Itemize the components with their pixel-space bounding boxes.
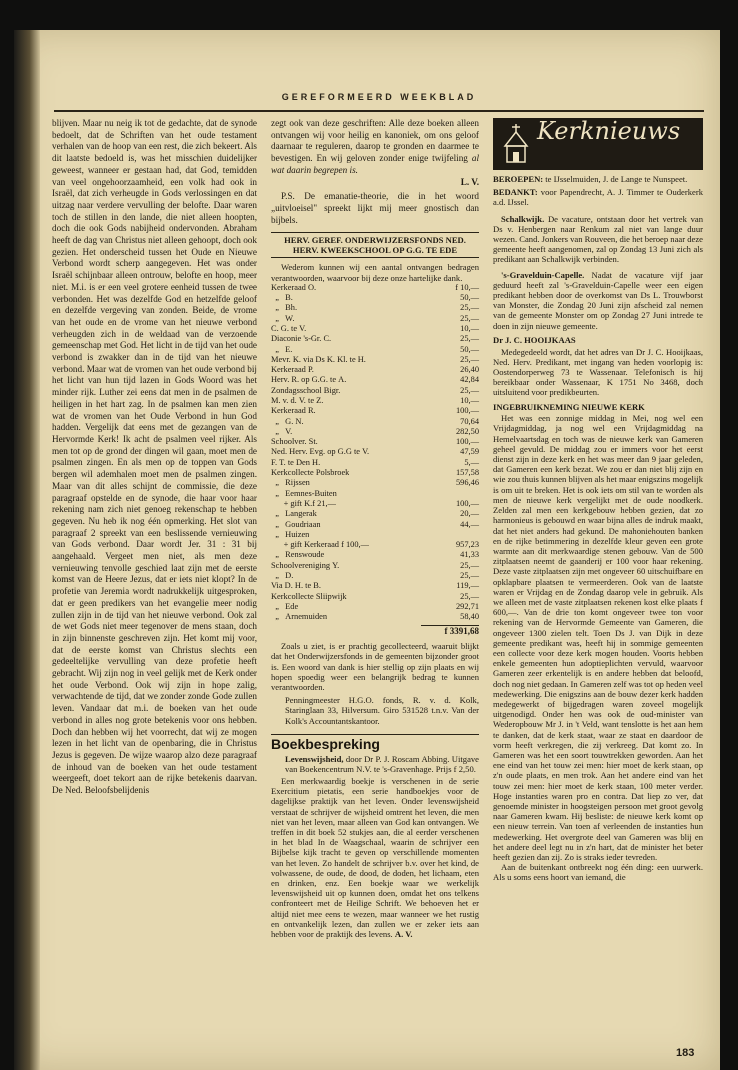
fund-row-label: „ Rijssen [271,478,310,488]
fund-address: Penningmeester H.G.O. fonds, R. v. d. Kolk, Staringlaan 33, Hilversum. Giro 531528 t.n.v. Van der Kolk's Accountantskantoor. [285,695,479,726]
fund-row-label: Zondagsschool Bigr. [271,385,341,395]
fund-row-label: „ Goudriaan [271,519,321,529]
fund-box [271,232,479,258]
fund-row [271,447,479,457]
fund-row-amount: 100,— [455,437,479,447]
fund-row-amount: 25,— [460,334,479,344]
fund-row [271,509,479,519]
ingebruikneming-heading: INGEBRUIKNEMING NIEUWE KERK [493,401,645,412]
fund-row-amount: 25,— [460,571,479,581]
fund-row-amount [445,530,479,540]
fund-row-label: Via D. H. te B. [271,581,321,591]
fund-row-label: Kerkeraad P. [271,365,314,375]
book-spine-shadow [14,30,40,1070]
fund-row-amount: 42,84 [460,375,479,385]
book-review-signature: A. V. [394,929,413,940]
fund-row-label: C. G. te V. [271,323,307,333]
fund-row [271,499,479,509]
running-header: GEREFORMEERD WEEKBLAD [281,92,477,102]
fund-row [271,550,479,560]
fund-row-label: „ Bh. [271,303,298,313]
fund-row-label: Kerkcollecte Sliipwijk [271,591,347,601]
fund-row [271,293,479,303]
fund-row-amount: 157,58 [455,468,479,478]
fund-row [271,612,479,622]
gravelduin-text: Nadat de vacature vijf jaar geduurd heeft zal 's-Gravelduin-Capelle weer een eigen predikant hebben door de overkomst van Ds L. Trouwborst van Monster, die Zondag 20 Juni zijn afscheid zal nemen van de gemeente Monster om op Zondag 27 Juni intrede te doen in zijn nieuwe gemeente. [493,269,703,331]
fund-row-label: „ E. [271,344,293,354]
fund-row [271,427,479,437]
ingebruikneming-text: Het was een zonnige middag in Mei, nog wel een Vrijdagmiddag, ja nog wel een Vrijdagmiddag na Hemelvaartsdag en toch was de nieuwe kerk van Gameren geheel gevuld. De middag zou er immers voor het eerst dienst zijn in deze kerk en het was meer dan 9 jaar geleden, dat Gameren een kerk bezat. We zou er dan niet blij zijn en wie zou thuis kunnen blijven als het maar enigszins mogelijk is om uit te breken. Het is ook iets om stil van te worden als men de nieuwe kerk vergelijkt met de oude noodkerk. Zelden zal men een kerkgebouw hebben gezien, dat zo harmonieus is gebouwd en waar bijna alles de indruk maakt, dat het niet anders had gekund. De mahoniehouten banken en de rijke betimmering in dezelfde kleur geven een grote warmte aan dit merkwaardige stenen gebouw. Van de 500 zitplaatsen neemt de gaanderij er 100 voor haar rekening. Deze vaste zitplaatsen zijn met ongeveer 60 uitschuifbare en opklapbare plaatsen te vermeerderen. Ook van de laatste waren er Vrijdag en de Zondag daarop vele in gebruik. Als we alleen met de vaste zitplaatsen rekenen kost elke plaats f 600,—. Van de drie ton komt ongeveer twee ton voor rekening van de Hervormde Gemeente van Gameren, die ongeveer 1300 zielen telt. Toen Ds J. van Dijk in deze gemeente predikant was, heeft hij in sommige gemeenten een collecte voor deze kerk mogen houden. Voorts hebben enkele gemeenten hun adoptieplichten vervuld, waarvoor Gameren zeer erkentelijk is en andere hebben dat beloofd, doch nog niet gedaan. In Gameren zelf was tot op heden veel medewerking. Die enigszins aan de bouw dezer kerk hadden medegewerkt of bijgedragen waren zoveel mogelijk uitgenodigd. Onder hen was ook de oud-minister van Wederopbouw Mr J. in 't Veld, want tenslotte is het aan hem te danken, dat de kerk staat, waar ze staat en daardoor de vorm heeft verkregen, die zij verkreeg. Dat komt zo. In Gameren was het een soort touwtrekken geworden. Aan het ene eind van het touw zei men: hier moet de kerk staan, op z'n oude plaats, en men trok. Aan het andere eind van het touw zei men: hier moet de kerk staan, 100 meter verder. Hoge instanties waren pro en contra. Dat liep zo ver, dat genoemde minister in hoogsteigen persoon met groot gevolg naar Gameren kwam. Hij besliste: de nieuwe kerk komt op een nieuw terrein. Van toen af verleenden de instanties hun medewerking. Het overgrote deel van Gameren was blij en het andere deel legt nu in z'n hart, dat de minister het beter heeft gezien dan zij. Zo is straks ieder tevreden. [493,413,703,862]
article-ending [271,118,479,177]
fund-row [271,581,479,591]
article-continued-text: blijven. Maar nu neig ik tot de gedachte, dat de synode bedoelt, dat de Schriften van het oude testament verhalen van de hoop van een rest, die zich bekeert. Als dit laatste bedoeld is, was het misschien duidelijker geweest, wanneer er gestaan had, dat God, temidden van veel ongehoorzaamheid, een volk had ook in Israël, dat zich verheugde in Gods verlossingen en dat uitzag naar verdere vervulling der belofte. Daar waren toch de stillen in den lande, die niet alleen hoopten, doch die ook Gods nabijheid ondervonden. Abraham heeft de dag van Christus niet alleen gehoopt, doch ook gezien. Het onderscheid tussen het Oude en Nieuwe Verbond wordt scherp aangegeven. Het was onder Israël schijnbaar alleen ontrouw, belofte en hoop, meer niet. M.i. is er een veel grotere eenheid tussen de twee verbonden. Het was dezelfde God en hetzelfde geloof en dezelfde vergeving van zonden. Beide, de vrome van het oude en de vrome van het nieuwe verbond verheugden zich in de weldaad van de verzoende gemeenschap met God. Het licht in de tijd van het oude verbond is zwakker dan in de tijd van het nieuwe verbond. Maar wat de vromen van het oude verbond bij het licht van hun tijd lazen in Gods Woord was het minder rijk. Luther zei eens dat men in de psalmen de heiligen in het hart zag. In de psalmen kan men zien wat de vromen van het Oude Verbond in hun God hadden. Vergelijk dat eens met de gezangen van de Hervormde Kerk! Ik acht de psalmen veel rijker. Als men tot op de grond der dingen wil gaan, moet men de psalmen zingen. En als men op de toppen van Gods bergen wil ademhalen moet men de psalmen zingen. Maar van dit alles schijnt de commissie, die deze paragraaf opstelde en de synode, die haar voor haar rekening nam zich niet genoeg rekenschap te hebben gegeven. Nu heb ik nog één opmerking. Het slot van paragraaf 2 spreekt van een beslissende vernieuwing van Gods verbond. Daar wordt Jer. 31 : 31 bij aangehaald. Vergeet men niet, als men deze vernieuwing tenvolle geschied laat zijn met de eerste komst van de Heere Jezus, dat er iets niet klopt? In de profetie van Jeremia wordt nadrukkelijk uitgesproken, dat er geen predikers van het evangelie meer nodig zullen zijn in de tijd van het nieuwe verbond. Ook zal de wet Gods niet meer tegenover de mens staan, doch in zijn binnenste geschreven zijn. Het komt mij voor, dat de eerste komst van Christus slechts een gedeeltelijke vervulling van deze profetie heeft gebracht. Wij zijn nog in veel gelijk met de Kerk onder het oude Verbond. Ook wij zijn in hope zalig, verwachtende de tijd, dat we zonder zonde Gode zullen leven. Vandaar dat m.i. de boeken van het oude verbond in alles nog grote betekenis voor ons hebben. Doch dan hebben wij het voorrecht, dat wij ze mogen lezen in het licht van de openbaring, die in Christus Jezus is gegeven. De wijze waarop alzo deze paragraaf de inhoud van de boeken van het oude testament weergeeft, doet tekort aan de rijke betekenis daarvan. De Ned. Beloofsbelijdenis [52,118,257,796]
fund-row [271,592,479,602]
fund-row-amount: 25,— [460,303,479,313]
fund-row-amount: 10,— [460,396,479,405]
fund-row-label: Diaconie 's-Gr. C. [271,334,332,344]
fund-row [271,437,479,447]
fund-row [271,571,479,581]
page-sheet [14,30,720,1070]
fund-row-amount: 70,64 [460,416,479,426]
schalkwijk-label: Schalkwijk. [501,213,545,224]
fund-row [271,324,479,334]
beroepen-label: BEROEPEN: [493,174,544,184]
fund-row-label: Kerkeraad R. [271,406,316,416]
fund-row-label: Kerkcollecte Polsbroek [271,468,350,478]
fund-row [271,375,479,385]
hooijkaas-text: Medegedeeld wordt, dat het adres van Dr J. C. Hooijkaas, Ned. Herv. Predikant, met ingang van heden voorlopig is: Oostendorperweg 73 te Wassenaar. Telefonisch is hij bereikbaar onder Wassenaar, K 1751 No 3468, doch uitsluitend voor predikbeurten. [493,346,703,398]
book-review-text: Een merkwaardig boekje is verschenen in de serie Exercitium pietatis, een serie handboekjes voor de dagelijkse praktijk van het leven. Onder levenswijsheid verstaat de schrijver de wijsheid omtrent het leven, die men niet van het leven, maar alleen van God kan ontvangen. We treffen in dit boek 52 stukjes aan, die al eerder verschenen in het blad In de Waagschaal, waarin de schrijver een Bijbelse kijk tracht te geven op verschillende momenten van het leven. Zo handelt de schrijver b.v. over het kind, de volwassene, de oude, de dood, de doden, het lichaam, eten en drinken, enz. Een boekje waar we werkelijk levenswijsheid uit op kunnen doen, omdat het ons telkens confronteert met de Heilige Schrift. We behoeven het er altijd niet mee eens te wezen, maar wanneer we het rustig en ontvankelijk lezen, dan zullen we er zeker iets aan hebben voor de praktijk des levens. [271,775,479,940]
beroepen-text: te IJsselmuiden, J. de Lange te Nunspeet. [545,174,688,184]
gravelduin-label: 's-Gravelduin-Capelle. [501,269,585,280]
fund-row-label: „ Eemnes-Buiten [271,488,337,498]
fund-row-label: „ D. [271,571,294,581]
fund-row-amount: 25,— [460,560,479,570]
fund-row [271,561,479,571]
fund-row-amount: 957,23 [455,540,479,550]
fund-row [271,355,479,365]
fund-row [271,458,479,468]
bedankt-label: BEDANKT: [493,187,538,198]
article-signature: L. V. [460,176,479,187]
fund-row-amount [445,489,479,499]
fund-row-amount: 282,50 [455,426,479,436]
article-ending-quote: al wat daarin begrepen is. [271,153,480,175]
fund-row [271,314,479,324]
fund-row [271,283,479,293]
fund-row-amount: 50,— [460,344,479,354]
bedankt-text: voor Papendrecht, A. J. Timmer te Ouderkerk a.d. IJssel. [493,187,704,208]
fund-row [271,386,479,396]
fund-row-amount: 25,— [460,591,479,601]
fund-row-amount: 47,59 [460,447,479,457]
ingebruikneming-ending: Aan de buitenkant ontbreekt nog één ding: een uurwerk. Als u soms eens hoort van iemand, die [493,862,703,883]
fund-row-amount: 26,40 [460,365,479,375]
fund-list [271,283,479,623]
kerknieuws-title: Kerknieuws [537,117,681,145]
fund-row-amount: 20,— [460,509,479,519]
fund-row-label: + gift K.f 21,— [271,498,336,508]
fund-row-amount: 292,71 [455,601,479,611]
fund-row-label: „ Langerak [271,509,317,519]
fund-row [271,417,479,427]
fund-row-amount: 100,— [455,406,479,416]
fund-row-amount: 10,— [460,323,479,333]
fund-row-label: „ Arnemuiden [271,612,328,622]
fund-row-amount: 50,— [460,293,479,303]
fund-row [271,396,479,406]
fund-row-label: + gift Kerkeraad f 100,— [271,540,369,550]
column-left [52,118,257,1046]
fund-row-label: Kerkeraad O. [271,282,317,292]
book-title: Levenswijsheid, [285,753,344,764]
fund-row-amount: f 10,— [455,282,479,292]
header-rule [54,110,704,112]
column-middle [271,118,479,1046]
schalkwijk-text: De vacature, ontstaan door het vertrek van Ds v. Henbergen naar Renkum zal niet van lange duur wezen. Cand. Jonkers van Rouveen, die het beroep naar deze gemeente heeft aangenomen, zal op Zondag 13 Juni zich als predikant aan Schalkwijk verbinden. [493,213,703,265]
fund-row [271,345,479,355]
fund-row [271,406,479,416]
fund-row-label: „ G. N. [271,416,304,426]
fund-row-label: F. T. te Den H. [271,457,321,467]
fund-row [271,303,479,313]
fund-row [271,468,479,478]
fund-row-amount: 25,— [460,354,479,364]
article-postscript: P.S. De emanatie-theorie, die in het woord „uitvloeisel" spreekt lijkt mij meer gnostisch dan bijbels. [271,191,479,225]
fund-row [271,520,479,530]
article-ending-text: zegt ook van deze geschriften: Alle deze boeken alleen ontvangen wij voor heilig en kanoniek, om ons geloof daarnaar te reguleren, daarop te gronden en daarmee te bevestigen. En wij geloven zonder enige twijfeling [271,118,479,164]
kerknieuws-banner [493,118,703,170]
fund-row [271,540,479,550]
fund-row-label: Schoolvereniging Y. [271,560,340,570]
fund-row-amount: 25,— [460,313,479,323]
fund-row-amount: 5,— [464,457,479,467]
fund-row-amount: 25,— [460,385,479,395]
fund-row-label: Mevr. K. via Ds K. Kl. te H. [271,354,366,364]
fund-row-amount: 58,40 [460,612,479,622]
church-icon [497,122,535,166]
fund-row-label: „ W. [271,313,295,323]
book-review-body [271,776,479,939]
fund-row-label: „ Ede [271,601,299,611]
fund-row [271,602,479,612]
fund-row-label: „ Huizen [271,529,310,539]
fund-row-label: Ned. Herv. Evg. op G.G te V. [271,447,370,457]
hooijkaas-heading: Dr J. C. HOOIJKAAS [493,334,576,345]
book-review-heading: Boekbespreking [271,734,479,751]
fund-row [271,478,479,488]
fund-title: HERV. GEREF. ONDERWIJZERSFONDS NED. HERV. KWEEKSCHOOL OP G.G. TE EDE [284,235,466,256]
fund-row-label: „ V. [271,426,293,436]
fund-row-label: „ Renswoude [271,550,325,560]
fund-row-amount: 119,— [456,581,479,591]
fund-row-label: Herv. R. op G.G. te A. [271,375,347,385]
fund-row [271,489,479,499]
book-publication-info: door Dr P. J. Roscam Abbing. Uitgave van Boekencentrum N.V. te 's-Gravenhage. Prijs f 2,50. [285,753,479,774]
fund-row [271,334,479,344]
fund-row [271,365,479,375]
fund-row-amount: 596,46 [455,478,479,488]
fund-row-amount: 100,— [455,498,479,508]
fund-row-label: „ B. [271,293,293,303]
page-number: 183 [676,1047,695,1059]
column-right [493,118,703,1046]
fund-total: f 3391,68 [421,625,479,638]
fund-row-amount: 44,— [460,519,479,529]
fund-row-amount: 41,33 [460,550,479,560]
fund-row-label: Schoolver. St. [271,437,318,447]
fund-row [271,530,479,540]
book-review-meta [285,754,479,774]
fund-intro: Wederom kunnen wij een aantal ontvangen bedragen verantwoorden, waarvoor bij deze onze hartelijke dank. [271,262,479,283]
fund-note: Zoals u ziet, is er prachtig gecollecteerd, waaruit blijkt dat het Onderwijzersfonds in de gemeenten bijzonder groot is. Een woord van dank is hier stellig op zijn plaats en wij hopen spoedig weer een belangrijk bedrag te kunnen verantwoorden. [271,641,479,693]
fund-row-label: M. v. d. V. te Z. [271,396,324,405]
